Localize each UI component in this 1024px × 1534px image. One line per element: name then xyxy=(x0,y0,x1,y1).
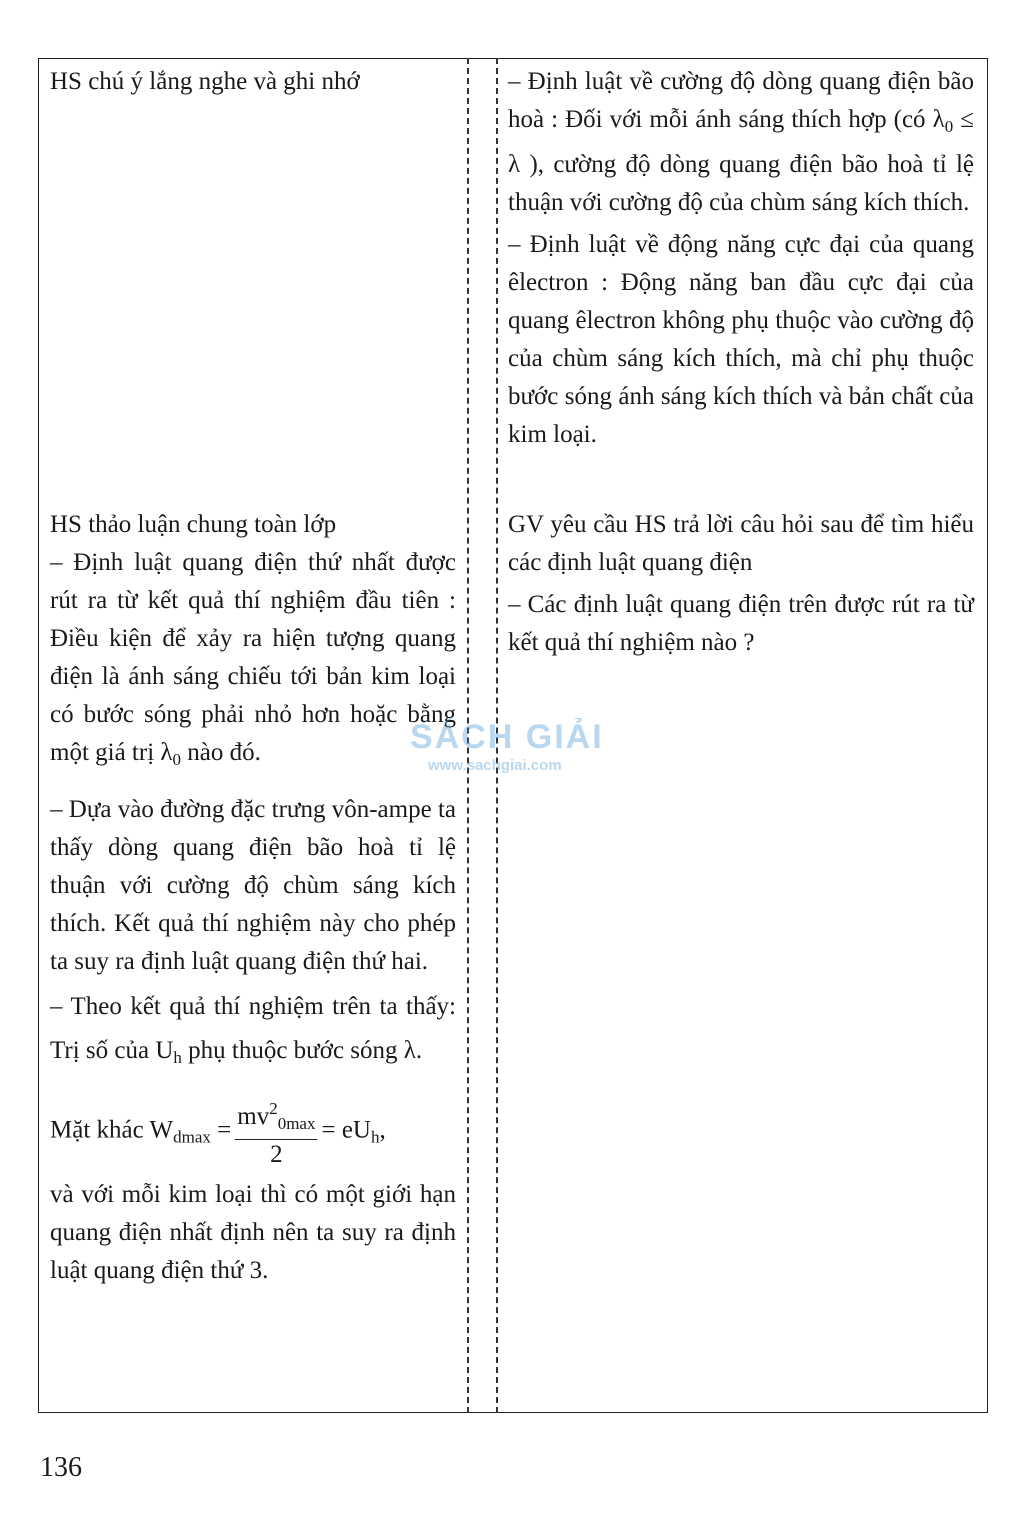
right-laws-block xyxy=(508,63,974,454)
right-teacher-request: GV yêu cầu HS trả lời câu hỏi sau để tìm hiểu các định luật quang điện xyxy=(508,511,974,576)
left-energy-formula: Mặt khác $W_{dmax}$ = $\frac{mv^2_{0max}}{2}$ = $eU_h$, xyxy=(50,1094,456,1170)
right-question-block xyxy=(508,506,974,662)
left-conclusion-text: và với mỗi kim loại thì có một giới hạn quang điện nhất định nên ta suy ra định luật quang điện thứ 3. xyxy=(50,1181,456,1284)
right-kinetic-energy-law: – Định luật về động năng cực đại của quang êlectron : Động năng ban đầu cực đại của quang êlectron không phụ thuộc vào cường độ của chùm sáng kích thích, mà chỉ phụ thuộc bước sóng ánh sáng kích thích và bản chất của kim loại. xyxy=(508,231,974,448)
left-second-law-text: – Dựa vào đường đặc trưng vôn-ampe ta thấy dòng quang điện bão hoà tỉ lệ thuận với cường độ chùm sáng kích thích. Kết quả thí nghiệm này cho phép ta suy ra định luật quang điện thứ hai. xyxy=(50,796,456,975)
energy-fraction: $\frac{mv^2_{0max}}{2}$ xyxy=(235,1094,317,1170)
page-number: 136 xyxy=(40,1452,82,1483)
right-question: – Các định luật quang điện trên được rút ra từ kết quả thí nghiệm nào ? xyxy=(508,591,974,656)
left-third-law-text: – Theo kết quả thí nghiệm trên ta thấy: Trị số của $U_h$ phụ thuộc bước sóng λ. xyxy=(50,993,456,1067)
left-discussion-block xyxy=(50,506,456,1290)
left-text-attention: HS chú ý lắng nghe và ghi nhớ xyxy=(50,68,360,95)
watermark-logo: SÁCH GIẢI www.sachgiai.com xyxy=(410,718,604,774)
right-saturation-law: – Định luật về cường độ dòng quang điện bão hoà : Đối với mỗi ánh sáng thích hợp (có $\lambda_0 \le \lambda$ ), cường độ dòng quang điện bão hoà tỉ lệ thuận với cường độ của chùm sáng kích thích. xyxy=(508,68,974,216)
left-discussion-heading: HS thảo luận chung toàn lớp xyxy=(50,511,337,538)
left-first-law-text: – Định luật quang điện thứ nhất được rút ra từ kết quả thí nghiệm đầu tiên : Điều kiện để xảy ra hiện tượng quang điện là ánh sáng chiếu tới bản kim loại có bước sóng phải nhỏ hơn hoặc bằng một giá trị $\lambda_0$ nào đó. xyxy=(50,549,456,769)
